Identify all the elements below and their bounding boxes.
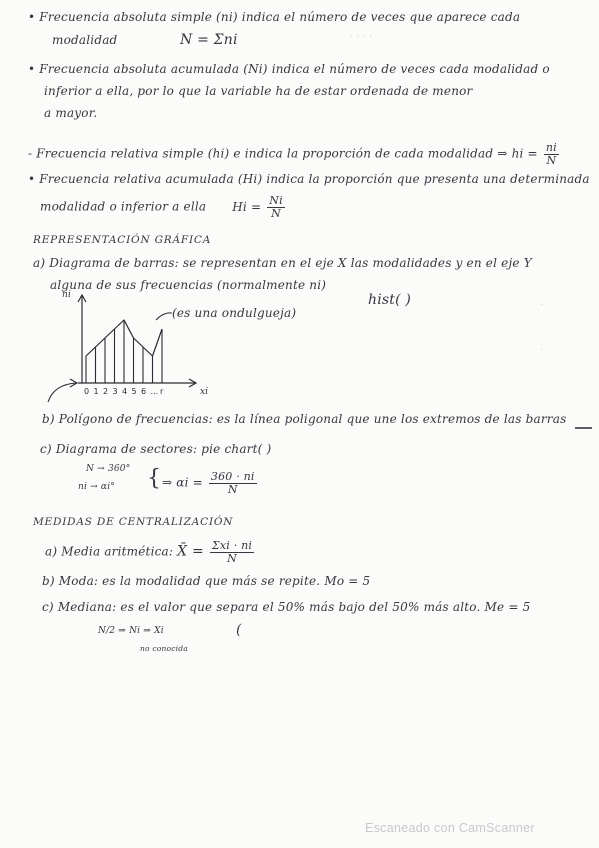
- bleed-through-mark: · · · ·: [350, 32, 373, 43]
- bleed-through-mark: ·: [540, 300, 544, 311]
- pie-fraction: [209, 471, 257, 495]
- median-rule: N/2 ⇒ Ni ⇒ Xi: [98, 626, 164, 636]
- bar-diagram-def: a) Diagrama de barras: se representan en el eje X las modalidades y en el eje Y: [33, 256, 532, 270]
- x-tick-label: 0: [84, 387, 90, 396]
- def-absolute-simple: • Frecuencia absoluta simple (ni) indica el número de veces que aparece cada: [28, 10, 521, 24]
- fraction-hi-num: ni: [545, 141, 557, 154]
- section-title-graphical: REPRESENTACIÓN GRÁFICA: [33, 234, 212, 246]
- chart-note: (es una ondulgueja): [172, 306, 297, 320]
- median-rule-note: no conocida: [140, 644, 188, 653]
- x-tick-label: 2: [103, 387, 109, 396]
- def-absolute-cumulative-end: a mayor.: [44, 106, 98, 120]
- bar-chart: [48, 295, 592, 428]
- mean-lhs: X̄ =: [177, 543, 204, 560]
- x-axis-label: xi: [200, 387, 208, 397]
- def-relative-cumulative: • Frecuencia relativa acumulada (Hi) indica la proporción que presenta una determinada: [28, 172, 590, 186]
- def-relative-cumulative-text: modalidad o inferior a ella: [40, 199, 207, 214]
- bleed-through-mark: ·: [540, 345, 544, 356]
- mean-label: a) Media aritmética:: [45, 544, 174, 559]
- def-relative-simple-text: - Frecuencia relativa simple (hi) e indica la proporción de cada modalidad ⇒ hi =: [28, 146, 538, 161]
- formula-N-sum: N = Σni: [180, 32, 238, 48]
- fraction-hi-den: N: [546, 153, 557, 167]
- def-absolute-cumulative: • Frecuencia absoluta acumulada (Ni) indica el número de veces cada modalidad o: [28, 62, 550, 76]
- pie-fraction-num: 360 · ni: [210, 470, 255, 483]
- def-absolute-simple-cont: modalidad: [52, 33, 118, 47]
- section-title-centralization: MEDIDAS DE CENTRALIZACIÓN: [33, 516, 234, 528]
- fraction-Hi-den: N: [271, 206, 281, 220]
- pie-fraction-den: N: [227, 482, 238, 496]
- pie-rule-line1: N → 360°: [86, 464, 131, 474]
- note-pointer-arrow: [156, 313, 172, 320]
- formula-Hi: Hi =: [232, 199, 262, 214]
- polygon-def: b) Polígono de frecuencias: es la línea poligonal que une los extremos de las barras: [42, 412, 567, 426]
- mean-def: [45, 540, 256, 564]
- median-def: c) Mediana: es el valor que separa el 50% más bajo del 50% más alto. Me = 5: [42, 600, 531, 614]
- x-tick-label: 6: [141, 387, 147, 396]
- mean-fraction-num: Σxi · ni: [211, 539, 253, 552]
- x-tick-label: 4: [122, 387, 128, 396]
- pie-chart-def: c) Diagrama de sectores: pie chart( ): [40, 442, 272, 456]
- chart-ylabel: ni: [62, 290, 72, 300]
- pie-formula-lhs: ⇒ αi =: [162, 475, 203, 490]
- hist-code: hist( ): [368, 292, 412, 308]
- bar-diagram-def-cont: alguna de sus frecuencias (normalmente ni): [50, 278, 327, 292]
- fraction-Hi-num: Ni: [269, 194, 283, 207]
- pie-formula: [162, 471, 259, 495]
- x-tick-label: ...: [150, 387, 159, 396]
- def-absolute-cumulative-cont: inferior a ella, por lo que la variable ha de estar ordenada de menor: [44, 84, 473, 98]
- x-tick-label: 5: [131, 387, 137, 396]
- x-tick-label: r: [160, 387, 164, 396]
- x-tick-label: 3: [112, 387, 118, 396]
- stray-paren: (: [236, 622, 242, 638]
- camscanner-watermark: Escaneado con CamScanner: [365, 821, 535, 835]
- brace-glyph: {: [147, 466, 162, 491]
- pie-rule-line2: ni → αi°: [78, 482, 115, 492]
- mean-fraction-den: N: [227, 551, 237, 565]
- mode-def: b) Moda: es la modalidad que más se repite. Mo = 5: [42, 574, 371, 588]
- mean-fraction: [210, 540, 254, 564]
- x-tick-label: 1: [93, 387, 99, 396]
